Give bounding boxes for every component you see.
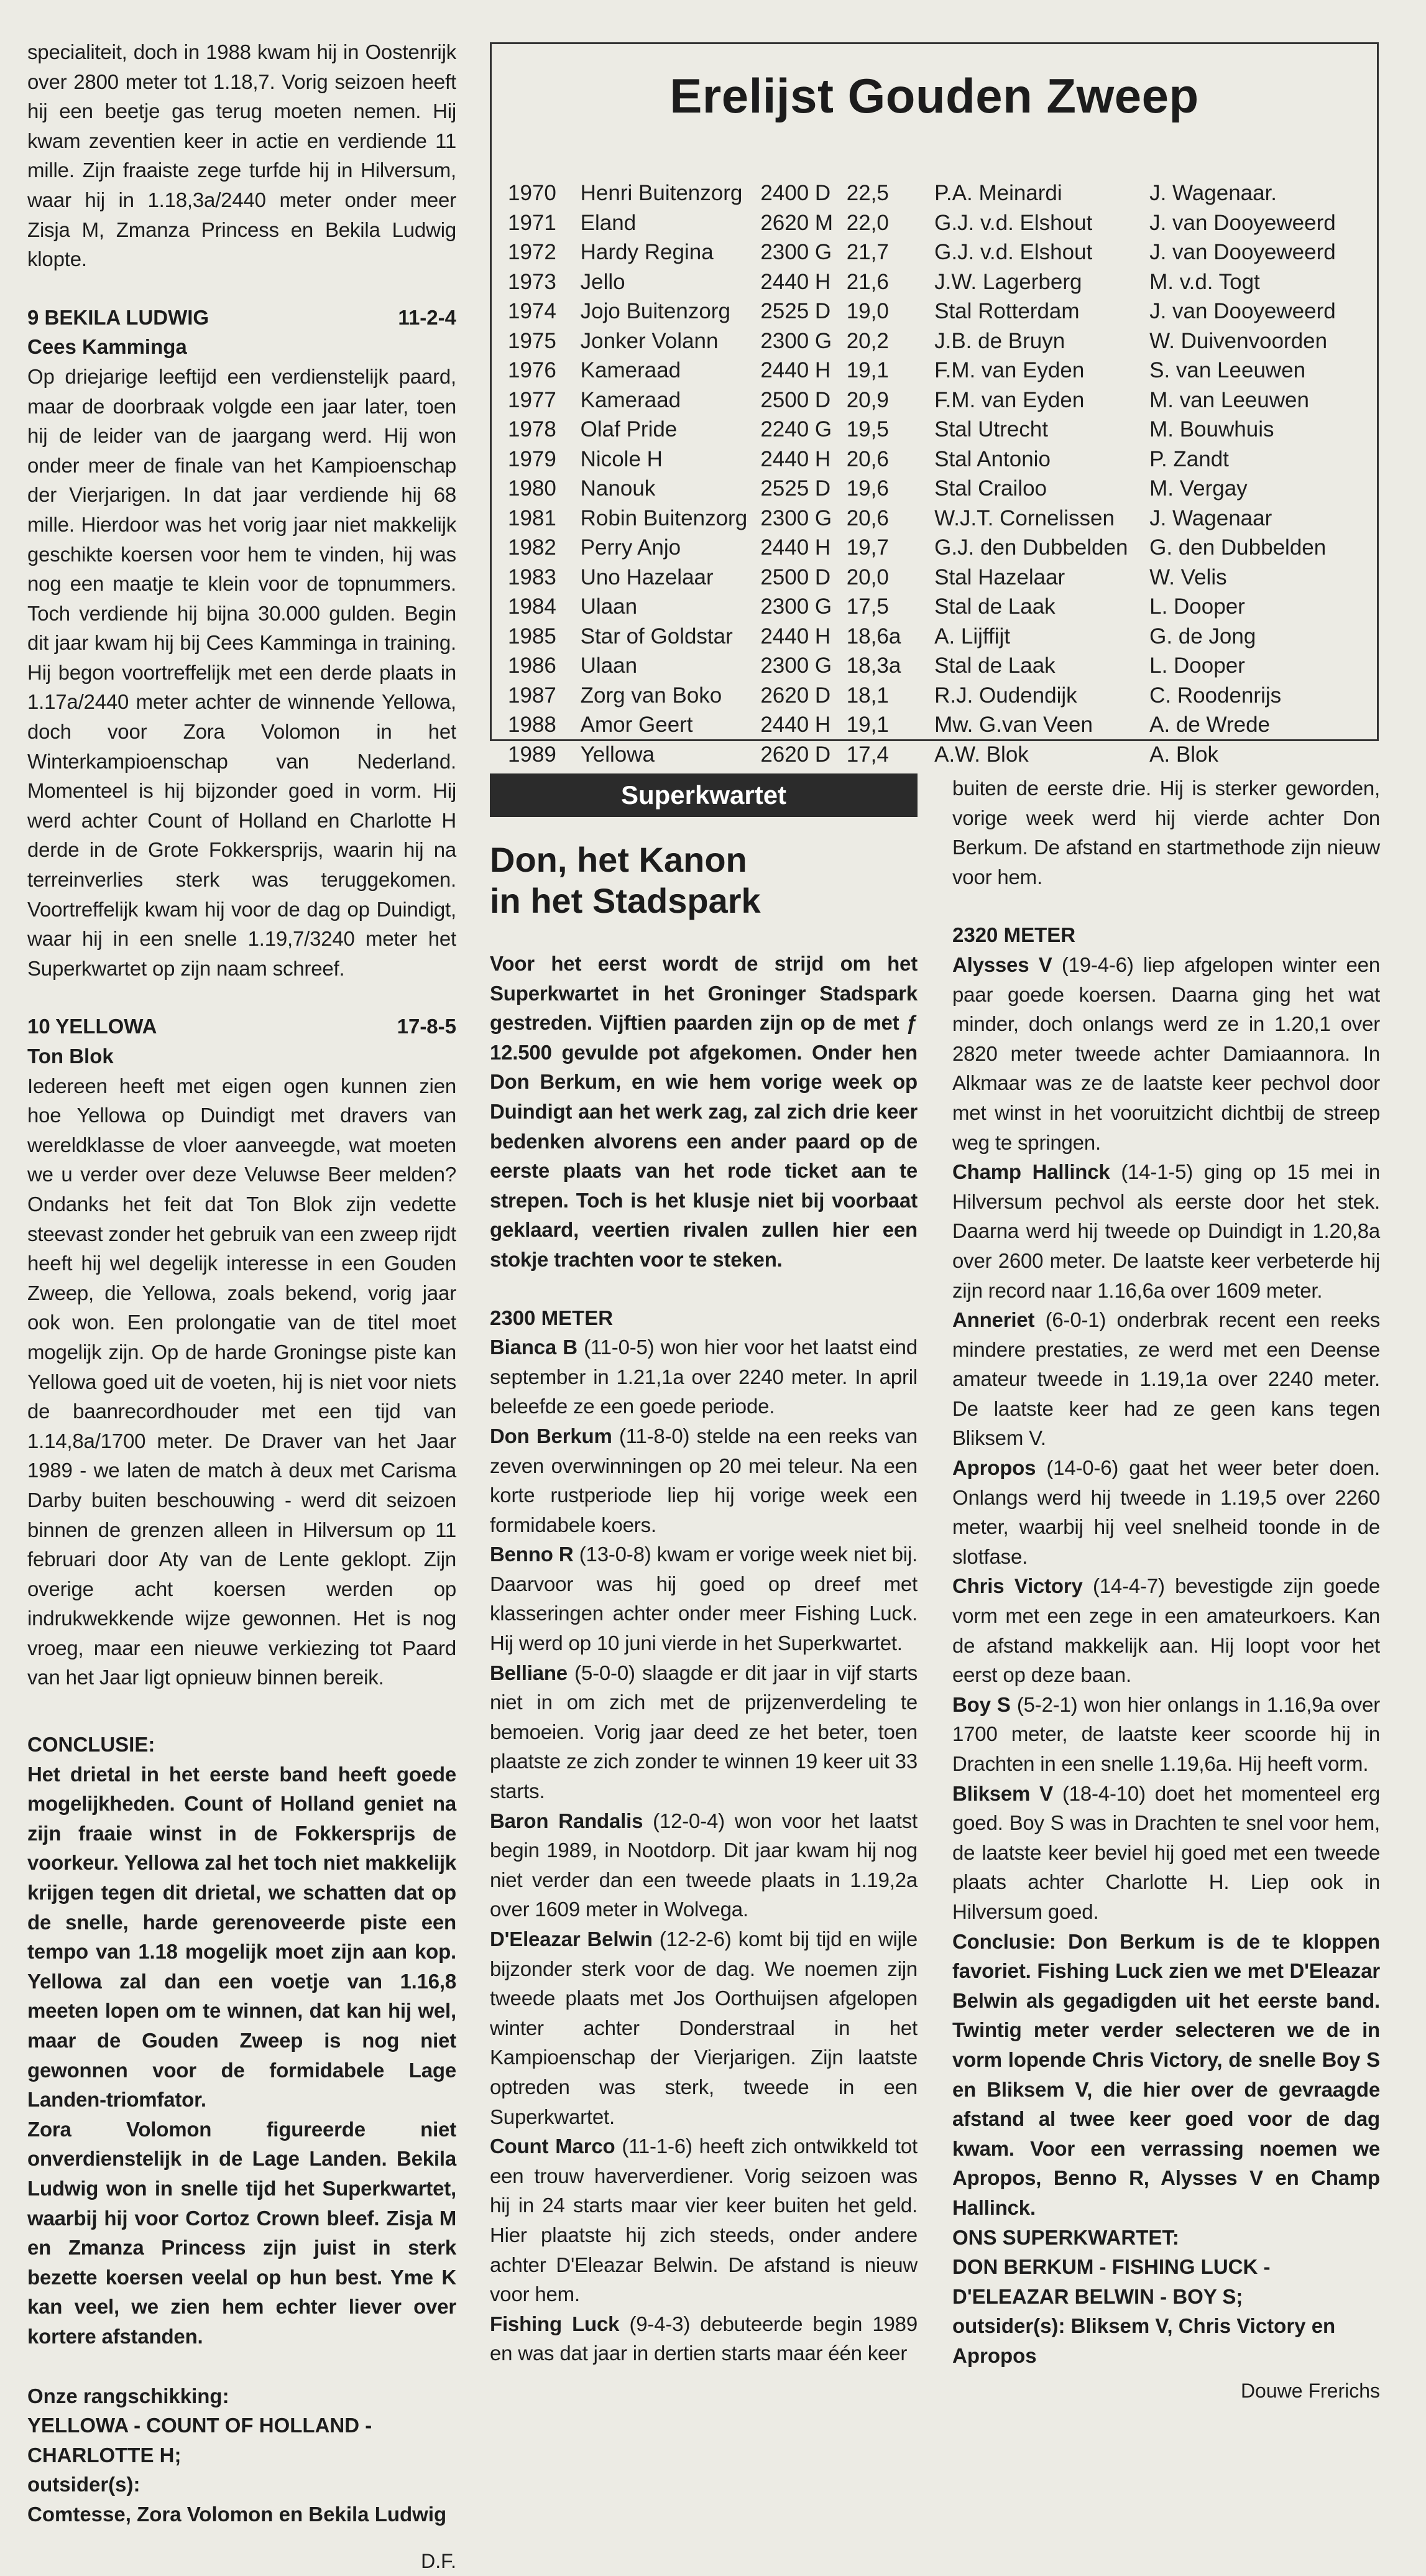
erelijst-horse: Henri Buitenzorg <box>580 181 743 205</box>
erelijst-time: 20,6 <box>846 506 889 530</box>
horse-entry <box>490 2309 918 2368</box>
erelijst-time: 20,0 <box>846 565 889 589</box>
erelijst-driver: M. Vergay <box>1149 476 1248 501</box>
erelijst-horse: Hardy Regina <box>580 240 714 264</box>
erelijst-row <box>508 533 1371 563</box>
erelijst-horse: Jonker Volann <box>580 328 719 353</box>
erelijst-owner: Stal Crailoo <box>934 476 1047 501</box>
erelijst-driver: M. Bouwhuis <box>1149 417 1274 441</box>
erelijst-owner: G.J. v.d. Elshout <box>934 210 1093 235</box>
erelijst-time: 19,1 <box>846 358 889 382</box>
bekila-heading <box>27 303 456 333</box>
erelijst-row <box>508 710 1371 740</box>
erelijst-row <box>508 297 1371 326</box>
erelijst-year: 1973 <box>508 269 556 294</box>
horse-entry <box>490 1658 918 1806</box>
erelijst-driver: L. Dooper <box>1149 653 1245 678</box>
yellowa-text: Iedereen heeft met eigen ogen kunnen zien hoe Yellowa op Duindigt met dravers van wereldklasse de vloer aanveegde, wat moeten we u verder over deze Veluwse Beer melden? Ondanks het feit dat Ton Blok zijn vedette steevast zonder het gebruik van een zweep rijdt heeft hij wel degelijk interesse in een Gouden Zweep, die Yellowa, zoals bekend, vorig jaar ook won. Een prolongatie van de titel moet mogelijk zijn. Op de harde Groningse piste kan Yellowa goed uit de voeten, hij is niet voor niets de baanrecordhouder met een tijd van 1.14,8a/1700 meter. De Draver van het Jaar 1989 - we laten de match à deux met Carisma Darby buiten beschouwing - werd dit seizoen binnen de grenzen alleen in Hilversum op 11 februari door Aty van de Lente geklopt. Zijn overige acht koersen werden op indrukwekkende wijze gewonnen. Het is nog vroeg, maar een nieuwe verkiezing tot Paard van het Jaar ligt opnieuw binnen bereik. <box>27 1074 456 1689</box>
erelijst-year: 1986 <box>508 653 556 678</box>
erelijst-horse: Zorg van Boko <box>580 683 722 708</box>
signature-left: D.F. <box>421 2549 456 2572</box>
horse-name: Count Marco <box>490 2135 615 2158</box>
ons-superkwartet-order: DON BERKUM - FISHING LUCK - D'ELEAZAR BELWIN - BOY S; <box>952 2255 1271 2308</box>
outsider-label: outsider(s): <box>27 2473 140 2496</box>
erelijst-time: 19,6 <box>846 476 889 501</box>
erelijst-row <box>508 563 1371 593</box>
yellowa-trainer: Ton Blok <box>27 1045 114 1068</box>
erelijst-horse: Eland <box>580 210 637 235</box>
erelijst-title: Erelijst Gouden Zweep <box>669 68 1199 123</box>
bekila-text: Op driejarige leeftijd een verdienstelijk paard, maar de doorbraak volgde een jaar later, toen hij de leider van de jaargang werd. Hij won onder meer de finale van het Kampioenschap der Vierjarigen. In dat jaar verdiende hij 68 mille. Hierdoor was het vorig jaar niet makkelijk geschikte koersen voor hem te vinden, hij was nog een maatje te klein voor de topnummers. Toch verdiende hij bijna 30.000 gulden. Begin dit jaar kwam hij bij Cees Kamminga in training. Hij begon voortreffelijk met een derde plaats in 1.17a/2440 meter achter de winnende Yellowa, doch voor Zora Volomon in het Winterkampioenschap van Nederland. Momenteel is hij bijzonder goed in vorm. Hij werd achter Count of Holland en Charlotte H derde in de Grote Fokkersprijs, waarin hij na terreinverlies sterk was teruggekomen. Voortreffelijk kwam hij voor de dag op Duindigt, waar hij in een snelle 1.19,7/3240 meter het Superkwartet op zijn naam schreef. <box>27 364 456 980</box>
erelijst-year: 1974 <box>508 299 556 323</box>
horse-description: (11-0-5) won hier voor het laatst eind september in 1.21,1a over 2240 meter. In april beleefde ze een goede periode. <box>490 1336 918 1418</box>
erelijst-distance: 2300 G <box>760 328 832 353</box>
bekila-title: 9 BEKILA LUDWIG <box>27 305 209 329</box>
erelijst-row <box>508 651 1371 681</box>
horse-entry <box>490 2131 918 2309</box>
erelijst-time: 21,7 <box>846 240 889 264</box>
entries-2300-list <box>490 1332 918 2368</box>
erelijst-driver: P. Zandt <box>1149 446 1229 471</box>
signature-right: Douwe Frerichs <box>1240 2380 1380 2403</box>
horse-entry <box>490 1924 918 2131</box>
superkwartet-conclusie: Conclusie: Don Berkum is de te kloppen favoriet. Fishing Luck zien we met D'Eleazar Belwin als gegadigden uit het eerste band. Twintig meter verder selecteren we de in vorm lopende Chris Victory, de snelle Boy S en Bliksem V, die hier over de gevraagde afstand al twee keer goed voor de dag kwam. Voor een verrassing noemen we Apropos, Benno R, Alysses V en Champ Hallinck. <box>952 1929 1380 2219</box>
horse-entry <box>490 1806 918 1924</box>
superkwartet-intro: Voor het eerst wordt de strijd om het Superkwartet in het Groninger Stadspark gestreden. Vijftien paarden zijn op de met ƒ 12.500 gevulde pot afgekomen. Onder hen Don Berkum, en wie hem vorige week op Duindigt aan het werk zag, zal zich drie keer bedenken alvorens een ander paard op de eerste plaats van het rode ticket aan te strepen. Toch is het klusje niet bij voorbaat geklaard, veertien rivalen zullen hier een stokje trachten voor te steken. <box>490 952 918 1271</box>
entries-2320-list <box>952 950 1380 1927</box>
erelijst-owner: W.J.T. Cornelissen <box>934 506 1115 530</box>
erelijst-horse: Amor Geert <box>580 713 693 737</box>
erelijst-distance: 2300 G <box>760 240 832 264</box>
horse-name: Chris Victory <box>952 1574 1083 1598</box>
erelijst-year: 1989 <box>508 742 556 767</box>
horse-entry <box>952 1571 1380 1689</box>
horse-name: Belliane <box>490 1661 568 1684</box>
erelijst-distance: 2440 H <box>760 358 831 382</box>
erelijst-owner: P.A. Meinardi <box>934 181 1062 205</box>
erelijst-horse: Olaf Pride <box>580 417 678 441</box>
erelijst-year: 1975 <box>508 328 556 353</box>
horse-name: Boy S <box>952 1692 1011 1716</box>
horse-name: Alysses V <box>952 953 1052 976</box>
horse-description: (11-1-6) heeft zich ontwikkeld tot een trouw haververdiener. Vorig seizoen was hij in 24 starts maar vier keer buiten het geld. Hier plaatste hij zich steeds, onder andere achter D'Eleazar Belwin. De afstand is nieuw voor hem. <box>490 2135 918 2306</box>
headline-line-2: in het Stadspark <box>490 881 761 920</box>
horse-entry <box>490 1421 918 1540</box>
erelijst-year: 1971 <box>508 210 556 235</box>
erelijst-owner: Stal Hazelaar <box>934 565 1065 589</box>
horse-name: Bianca B <box>490 1336 577 1359</box>
erelijst-owner: A. Lijffijt <box>934 624 1010 649</box>
outsider-names: Comtesse, Zora Volomon en Bekila Ludwig <box>27 2502 447 2526</box>
erelijst-year: 1972 <box>508 240 556 264</box>
bekila-trainer: Cees Kamminga <box>27 335 187 359</box>
erelijst-horse: Yellowa <box>580 742 655 767</box>
erelijst-driver: G. den Dubbelden <box>1149 535 1327 560</box>
yellowa-heading <box>27 1012 456 1041</box>
erelijst-horse: Uno Hazelaar <box>580 565 714 589</box>
erelijst-distance: 2440 H <box>760 446 831 471</box>
erelijst-driver: J. Wagenaar <box>1149 506 1272 530</box>
conclusie-paragraph-2: Zora Volomon figureerde niet onverdienstelijk in de Lage Landen. Bekila Ludwig won in snelle tijd het Superkwartet, waarbij hij voor Cortoz Crown bleef. Zisja M en Zmanza Princess zijn juist in sterk bezette koersen veelal op hun best. Yme K kan veel, we zien hem echter liever over kortere afstanden. <box>27 2117 456 2348</box>
erelijst-year: 1980 <box>508 476 556 501</box>
superkwartet-band: Superkwartet <box>490 773 918 817</box>
erelijst-row <box>508 681 1371 711</box>
erelijst-row <box>508 445 1371 474</box>
erelijst-time: 17,5 <box>846 594 889 619</box>
horse-description: (14-4-7) bevestigde zijn goede vorm met een zege in een amateurkoers. Kan de afstand makkelijk aan. Hij loopt voor het eerst op deze baan. <box>952 1574 1380 1687</box>
erelijst-driver: J. van Dooyeweerd <box>1149 240 1336 264</box>
erelijst-distance: 2440 H <box>760 535 831 560</box>
erelijst-distance: 2440 H <box>760 624 831 649</box>
headline-line-1: Don, het Kanon <box>490 840 747 879</box>
superkwartet-headline <box>490 839 918 921</box>
erelijst-year: 1981 <box>508 506 556 530</box>
erelijst-distance: 2500 D <box>760 387 831 412</box>
erelijst-distance: 2500 D <box>760 565 831 589</box>
erelijst-row <box>508 208 1371 238</box>
erelijst-time: 18,1 <box>846 683 889 708</box>
erelijst-horse: Jello <box>580 269 625 294</box>
erelijst-table <box>508 178 1371 769</box>
erelijst-owner: F.M. van Eyden <box>934 358 1085 382</box>
horse-entry <box>952 1690 1380 1779</box>
erelijst-year: 1970 <box>508 181 556 205</box>
horse-description: (5-2-1) won hier onlangs in 1.16,9a over 1700 meter, de laatste keer scoorde hij in Drachten in een snelle 1.19,6a. Hij heeft vorm. <box>952 1692 1381 1775</box>
horse-entry <box>490 1332 918 1421</box>
horse-description: (14-1-5) ging op 15 mei in Hilversum pechvol als eerste door het stek. Daarna werd hij tweede op Duindigt in 1.20,8a over 2600 meter. De laatste keer verbeterde hij zijn record naar 1.16,6a over 1609 meter. <box>952 1160 1380 1302</box>
horse-name: Anneriet <box>952 1308 1035 1332</box>
erelijst-distance: 2620 M <box>760 210 834 235</box>
horse-description: (9-4-3) debuteerde begin 1989 en was dat jaar in dertien starts maar één keer <box>490 2312 918 2365</box>
erelijst-owner: Mw. G.van Veen <box>934 713 1093 737</box>
erelijst-owner: R.J. Oudendijk <box>934 683 1077 708</box>
intro-paragraph: specialiteit, doch in 1988 kwam hij in Oostenrijk over 2800 meter tot 1.18,7. Vorig seizoen heeft hij een beetje gas terug moeten nemen. Hij kwam zeventien keer in actie en verdiende 11 mille. Zijn fraaiste zege turfde hij in Hilversum, waar hij in 1.18,3a/2440 meter onder meer Zisja M, Zmanza Princess en Bekila Ludwig klopte. <box>27 40 456 271</box>
erelijst-driver: A. Blok <box>1149 742 1218 767</box>
column-left <box>27 37 456 2576</box>
erelijst-row <box>508 740 1371 770</box>
erelijst-time: 22,5 <box>846 181 889 205</box>
erelijst-horse: Star of Goldstar <box>580 624 733 649</box>
erelijst-row <box>508 592 1371 622</box>
horse-description: (18-4-10) doet het momenteel erg goed. Boy S was in Drachten te snel voor hem, de laatste keer beviel hij goed met een tweede plaats achter Charlotte H. Liep ook in Hilversum goed. <box>952 1781 1381 1923</box>
column-middle <box>490 773 918 2368</box>
horse-description: (13-0-8) kwam er vorige week niet bij. Daarvoor was hij goed op dreef met klasseringen achter onder meer Fishing Luck. Hij werd op 10 juni vierde in het Superkwartet. <box>490 1543 918 1655</box>
bekila-record: 11-2-4 <box>398 305 456 329</box>
erelijst-owner: J.W. Lagerberg <box>934 269 1082 294</box>
section-2300-heading: 2300 METER <box>490 1306 614 1329</box>
erelijst-time: 19,1 <box>846 713 889 737</box>
erelijst-row <box>508 504 1371 533</box>
erelijst-owner: A.W. Blok <box>934 742 1029 767</box>
erelijst-row <box>508 326 1371 356</box>
erelijst-row <box>508 474 1371 504</box>
erelijst-year: 1987 <box>508 683 556 708</box>
conclusie-paragraph-1: Het drietal in het eerste band heeft goede mogelijkheden. Count of Holland geniet na zijn fraaie winst in de Fokkersprijs de voorkeur. Yellowa zal het toch niet makkelijk krijgen tegen dit drietal, we schatten dat op de snelle, harde gerenoveerde piste een tempo van 1.18 mogelijk moet zijn aan kop. Yellowa zal dan een voetje van 1.16,8 meeten lopen om te winnen, dat kan hij wel, maar de Gouden Zweep is nog niet gewonnen voor de formidabele Lage Landen-triomfator. <box>27 1762 456 2112</box>
erelijst-year: 1988 <box>508 713 556 737</box>
horse-name: Fishing Luck <box>490 2312 620 2335</box>
horse-name: Apropos <box>952 1456 1036 1480</box>
erelijst-distance: 2240 G <box>760 417 832 441</box>
erelijst-row <box>508 415 1371 445</box>
erelijst-year: 1985 <box>508 624 556 649</box>
erelijst-horse: Perry Anjo <box>580 535 681 560</box>
erelijst-driver: J. van Dooyeweerd <box>1149 210 1336 235</box>
erelijst-driver: C. Roodenrijs <box>1149 683 1282 708</box>
erelijst-time: 19,0 <box>846 299 889 323</box>
yellowa-title: 10 YELLOWA <box>27 1015 157 1038</box>
horse-description: (5-0-0) slaagde er dit jaar in vijf starts niet in om zich met de prijzenverdeling te bemoeien. Vorig jaar deed ze het beter, toen plaatste ze zich zonder te winnen 19 keer uit 33 starts. <box>490 1661 918 1803</box>
horse-entry <box>952 1157 1380 1305</box>
erelijst-distance: 2300 G <box>760 594 832 619</box>
horse-name: D'Eleazar Belwin <box>490 1927 653 1950</box>
horse-name: Benno R <box>490 1543 574 1566</box>
horse-name: Bliksem V <box>952 1781 1053 1805</box>
erelijst-time: 21,6 <box>846 269 889 294</box>
erelijst-time: 19,7 <box>846 535 889 560</box>
erelijst-row <box>508 238 1371 267</box>
horse-entry <box>490 1540 918 1658</box>
erelijst-time: 18,3a <box>846 653 901 678</box>
rangschikking-label: Onze rangschikking: <box>27 2384 229 2407</box>
erelijst-row <box>508 178 1371 208</box>
horse-description: (6-0-1) onderbrak recent een reeks mindere prestaties, ze werd met een Deense amateur tweede in 1.19,1a over 2240 meter. De laatste keer had ze geen kans tegen Bliksem V. <box>952 1308 1380 1450</box>
erelijst-distance: 2400 D <box>760 181 831 205</box>
erelijst-owner: Stal Rotterdam <box>934 299 1080 323</box>
erelijst-year: 1979 <box>508 446 556 471</box>
erelijst-horse: Kameraad <box>580 387 681 412</box>
rangschikking-order: YELLOWA - COUNT OF HOLLAND - CHARLOTTE H; <box>27 2414 372 2467</box>
erelijst-driver: J. Wagenaar. <box>1149 181 1277 205</box>
erelijst-distance: 2525 D <box>760 299 831 323</box>
erelijst-owner: J.B. de Bruyn <box>934 328 1065 353</box>
horse-entry <box>952 1779 1380 1927</box>
erelijst-year: 1982 <box>508 535 556 560</box>
erelijst-year: 1977 <box>508 387 556 412</box>
horse-entry <box>952 1453 1380 1571</box>
erelijst-distance: 2525 D <box>760 476 831 501</box>
erelijst-time: 20,6 <box>846 446 889 471</box>
erelijst-box <box>490 42 1379 767</box>
erelijst-horse: Nanouk <box>580 476 656 501</box>
erelijst-row <box>508 356 1371 385</box>
erelijst-distance: 2300 G <box>760 506 832 530</box>
horse-entry <box>952 1305 1380 1453</box>
erelijst-owner: F.M. van Eyden <box>934 387 1085 412</box>
erelijst-driver: W. Velis <box>1149 565 1227 589</box>
erelijst-horse: Kameraad <box>580 358 681 382</box>
erelijst-horse: Ulaan <box>580 594 638 619</box>
erelijst-driver: M. v.d. Togt <box>1149 269 1260 294</box>
erelijst-owner: G.J. v.d. Elshout <box>934 240 1093 264</box>
erelijst-horse: Jojo Buitenzorg <box>580 299 730 323</box>
erelijst-time: 19,5 <box>846 417 889 441</box>
horse-name: Baron Randalis <box>490 1809 643 1832</box>
erelijst-distance: 2440 H <box>760 713 831 737</box>
horse-description: (19-4-6) liep afgelopen winter een paar goede koersen. Daarna ging het wat minder, doch onlangs werd ze in 1.20,1 over 2820 meter tweede achter Damiaannora. In Alkmaar was ze de laatste keer pechvol door met winst in het vooruitzicht dichtbij de streep weg te springen. <box>952 953 1380 1154</box>
erelijst-row <box>508 622 1371 652</box>
yellowa-record: 17-8-5 <box>397 1015 456 1038</box>
erelijst-time: 20,9 <box>846 387 889 412</box>
erelijst-time: 20,2 <box>846 328 889 353</box>
erelijst-horse: Nicole H <box>580 446 663 471</box>
horse-name: Don Berkum <box>490 1424 612 1447</box>
erelijst-driver: L. Dooper <box>1149 594 1245 619</box>
erelijst-driver: A. de Wrede <box>1149 713 1271 737</box>
horse-description: (12-0-4) won voor het laatst begin 1989, in Nootdorp. Dit jaar kwam hij nog niet verder dan een tweede plaats in 1.19,2a over 1609 meter in Wolvega. <box>490 1809 918 1921</box>
erelijst-owner: Stal Utrecht <box>934 417 1048 441</box>
column-right <box>952 773 1380 2406</box>
erelijst-year: 1978 <box>508 417 556 441</box>
horse-description: (11-8-0) stelde na een reeks van zeven overwinningen op 20 mei teleur. Na een korte rustperiode liep hij vorige week een formidabele koers. <box>490 1424 918 1536</box>
conclusie-label: CONCLUSIE: <box>27 1733 155 1757</box>
erelijst-distance: 2440 H <box>760 269 831 294</box>
erelijst-owner: Stal de Laak <box>934 594 1056 619</box>
erelijst-owner: Stal Antonio <box>934 446 1051 471</box>
erelijst-year: 1983 <box>508 565 556 589</box>
erelijst-owner: Stal de Laak <box>934 653 1056 678</box>
erelijst-row <box>508 385 1371 415</box>
superkwartet-outsiders: outsider(s): Bliksem V, Chris Victory en Apropos <box>952 2314 1336 2367</box>
fishing-luck-continuation: buiten de eerste drie. Hij is sterker geworden, vorige week werd hij vierde achter Don Berkum. De afstand en startmethode zijn nieuw voor hem. <box>952 777 1380 889</box>
erelijst-driver: S. van Leeuwen <box>1149 358 1306 382</box>
erelijst-year: 1984 <box>508 594 556 619</box>
erelijst-distance: 2620 D <box>760 683 831 708</box>
erelijst-distance: 2620 D <box>760 742 831 767</box>
erelijst-time: 18,6a <box>846 624 901 649</box>
horse-description: (14-0-6) gaat het weer beter doen. Onlangs werd hij tweede in 1.19,5 over 2260 meter, waarbij hij veel snelheid toonde in de slotfase. <box>952 1456 1380 1568</box>
erelijst-driver: G. de Jong <box>1149 624 1256 649</box>
ons-superkwartet-label: ONS SUPERKWARTET: <box>952 2225 1179 2249</box>
horse-name: Champ Hallinck <box>952 1160 1110 1184</box>
erelijst-driver: J. van Dooyeweerd <box>1149 299 1336 323</box>
erelijst-driver: W. Duivenvoorden <box>1149 328 1328 353</box>
erelijst-year: 1976 <box>508 358 556 382</box>
erelijst-owner: G.J. den Dubbelden <box>934 535 1128 560</box>
erelijst-distance: 2300 G <box>760 653 832 678</box>
erelijst-time: 22,0 <box>846 210 889 235</box>
section-2320-heading: 2320 METER <box>952 923 1076 947</box>
erelijst-horse: Ulaan <box>580 653 638 678</box>
erelijst-row <box>508 267 1371 297</box>
horse-description: (12-2-6) komt bij tijd en wijle bijzonder sterk voor de dag. We noemen zijn tweede plaats met Jos Oorthuijsen afgelopen winter achter Donderstraal in het Kampioenschap der Vierjarigen. Zijn laatste optreden was sterk, tweede in een Superkwartet. <box>490 1927 918 2128</box>
horse-entry <box>952 950 1380 1157</box>
erelijst-horse: Robin Buitenzorg <box>580 506 748 530</box>
erelijst-driver: M. van Leeuwen <box>1149 387 1309 412</box>
erelijst-time: 17,4 <box>846 742 889 767</box>
